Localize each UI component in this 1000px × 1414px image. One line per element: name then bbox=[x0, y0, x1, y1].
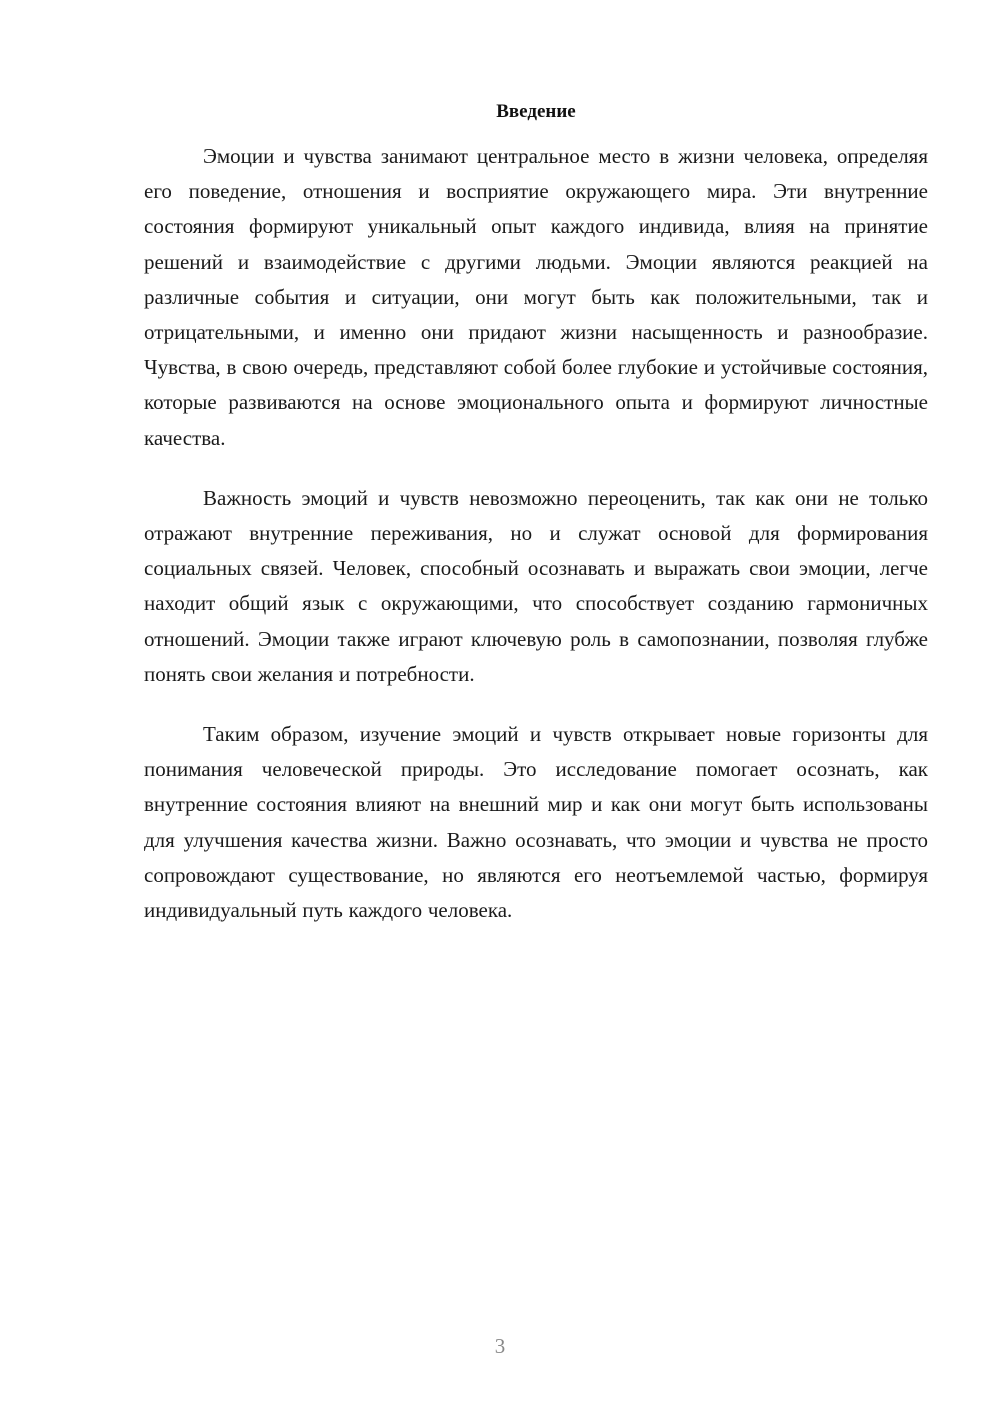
page-number: 3 bbox=[494, 1334, 506, 1358]
paragraph-1: Эмоции и чувства занимают центральное место в жизни человека, определяя его поведение, отношения и восприятие окружающего мира. Эти внутренние состояния формируют уникальный опыт каждого индивида, влияя на принятие решений и взаимодействие с другими людьми. Эмоции являются реакцией на различные события и ситуации, они могут быть как положительными, так и отрицательными, и именно они придают жизни насыщенность и разнообразие. Чувства, в свою очередь, представляют собой более глубокие и устойчивые состояния, которые развиваются на основе эмоционального опыта и формируют личностные качества. bbox=[144, 144, 928, 450]
paragraph-3: Таким образом, изучение эмоций и чувств открывает новые горизонты для понимания человеческой природы. Это исследование помогает осознать, как внутренние состояния влияют на внешний мир и как они могут быть использованы для улучшения качества жизни. Важно осознавать, что эмоции и чувства не просто сопровождают существование, но являются его неотъемлемой частью, формируя индивидуальный путь каждого человека. bbox=[144, 722, 928, 923]
page-content bbox=[144, 99, 928, 953]
section-title: Введение bbox=[496, 101, 576, 122]
paragraph-2: Важность эмоций и чувств невозможно переоценить, так как они не только отражают внутренние переживания, но и служат основой для формирования социальных связей. Человек, способный осознавать и выражать свои эмоции, легче находит общий язык с окружающими, что способствует созданию гармоничных отношений. Эмоции также играют ключевую роль в самопознании, позволяя глубже понять свои желания и потребности. bbox=[144, 485, 928, 686]
